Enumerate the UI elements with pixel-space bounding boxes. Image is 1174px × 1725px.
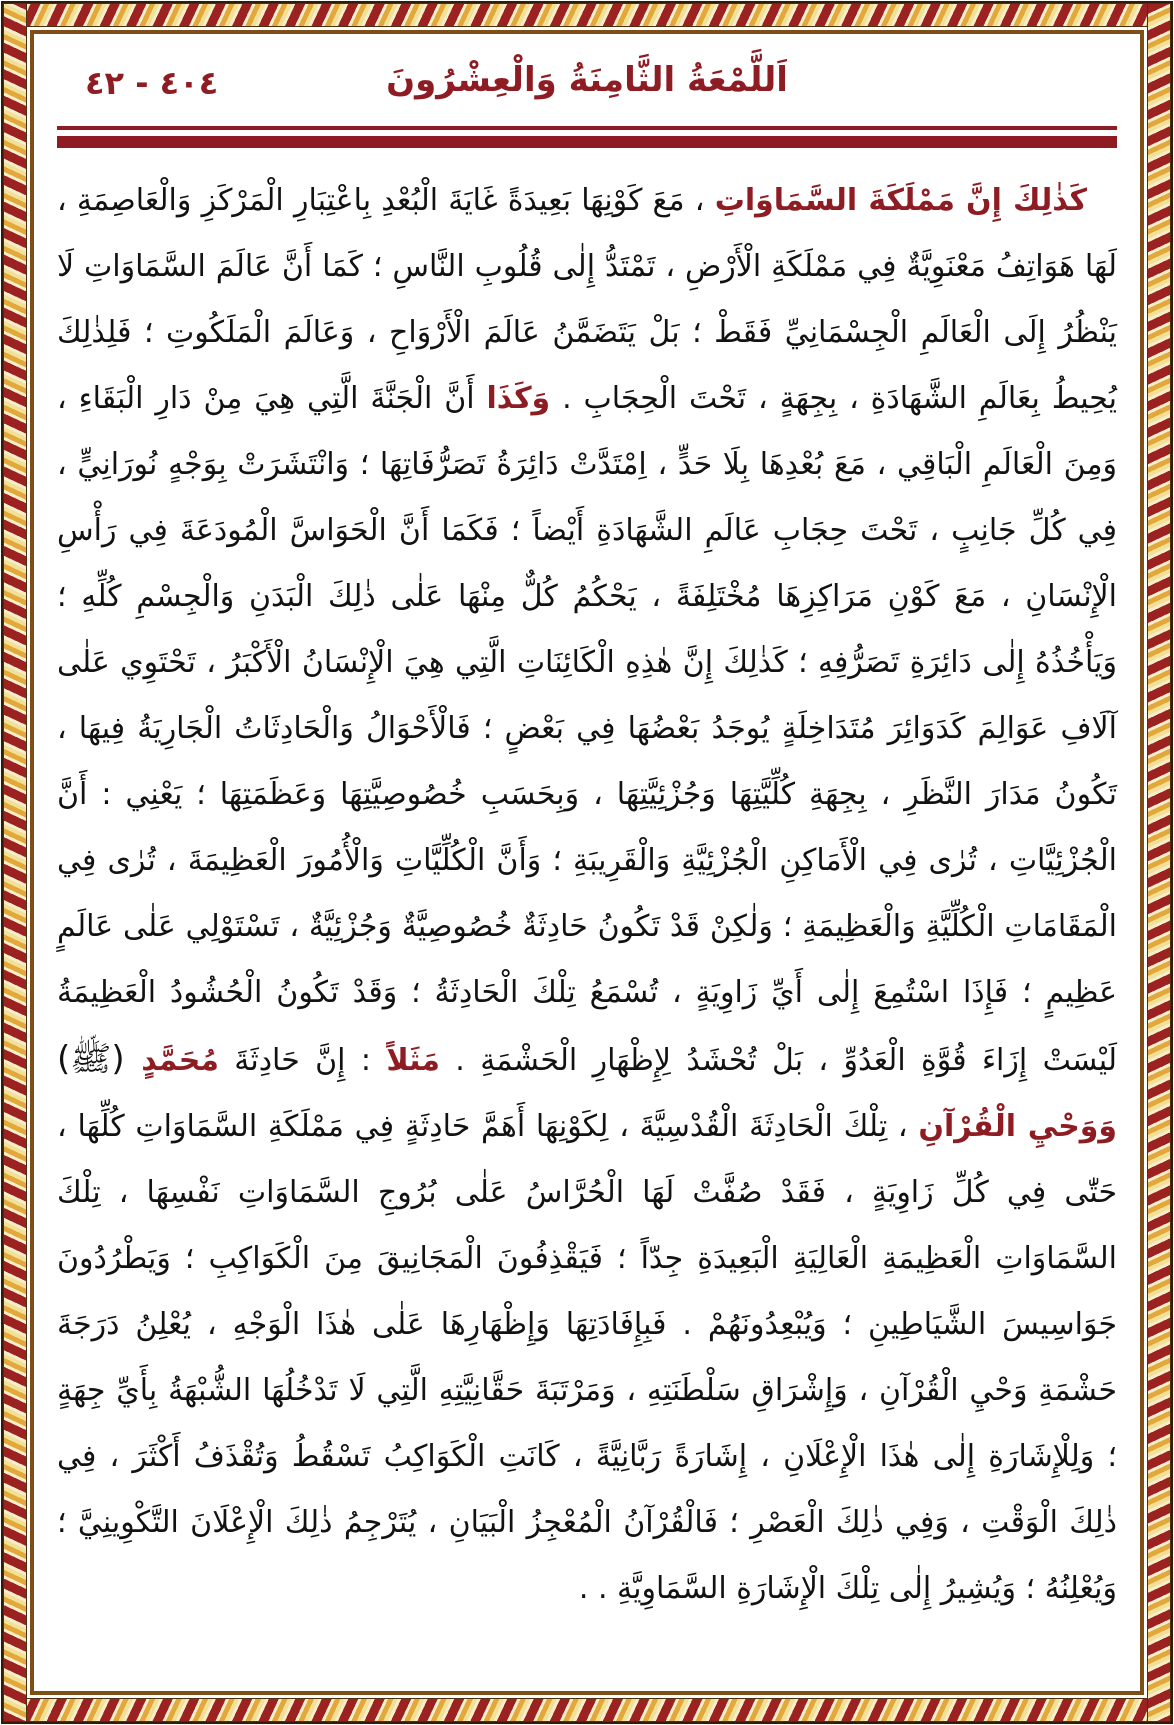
body-text-run: : إِنَّ حَادِثَةَ [218, 1043, 387, 1078]
body-paragraph [57, 168, 1117, 1622]
prophet-salutation-stamp: (ﷺ) [57, 1039, 142, 1079]
chain-border-left [3, 3, 27, 1722]
highlight-phrase: مُحَمَّدٍ [141, 1043, 219, 1078]
highlight-phrase: وَكَذَا [486, 381, 551, 416]
body-text-run: أَنَّ الْجَنَّةَ الَّتِي هِيَ مِنْ دَارِ الْبَقَاءِ ، وَمِنَ الْعَالَمِ الْبَاقِي ، مَعَ بُعْدِهَا بِلَا حَدٍّ ، اِمْتَدَّتْ دَائِرَةُ تَصَرُّفَاتِهَا ؛ وَانْتَشَرَتْ بِوَجْهٍ نُورَانِيٍّ ، فِي كُلِّ جَانِبٍ ، تَحْتَ حِجَابِ عَالَمِ الشَّهَادَةِ أَيْضاً ؛ فَكَمَا أَنَّ الْحَوَاسَّ الْمُودَعَةَ فِي رَأْسِ الْإِنْسَانِ ، مَعَ كَوْنِ مَرَاكِزِهَا مُخْتَلِفَةً ، يَحْكُمُ كُلٌّ مِنْهَا عَلٰى ذٰلِكَ الْبَدَنِ وَالْجِسْمِ كُلِّهِ ؛ وَيَأْخُذُهُ إِلٰى دَائِرَةِ تَصَرُّفِهِ ؛ كَذٰلِكَ إِنَّ هٰذِهِ الْكَائِنَاتِ الَّتِي هِيَ الْإِنْسَانُ الْأَكْبَرُ ، تَحْتَوِي عَلٰى آلَافِ عَوَالِمَ كَدَوَائِرَ مُتَدَاخِلَةٍ يُوجَدُ بَعْضُهَا فِي بَعْضٍ ؛ فَالْأَحْوَالُ وَالْحَادِثَاتُ الْجَارِيَةُ فِيهَا ، تَكُونُ مَدَارَ النَّظَرِ ، بِجِهَةِ كُلِّيَّتِهَا وَجُزْئِيَّتِهَا ، وَبِحَسَبِ خُصُوصِيَّتِهَا وَعَظَمَتِهَا ؛ يَعْنِي : أَنَّ الْجُزْئِيَّاتِ ، تُرٰى فِي الْأَمَاكِنِ الْجُزْئِيَّةِ وَالْقَرِيبَةِ ؛ وَأَنَّ الْكُلِّيَّاتِ وَالْأُمُورَ الْعَظِيمَةَ ، تُرٰى فِي الْمَقَامَاتِ الْكُلِّيَّةِ وَالْعَظِيمَةِ ؛ وَلٰكِنْ قَدْ تَكُونُ حَادِثَةٌ خُصُوصِيَّةٌ وَجُزْئِيَّةٌ ، تَسْتَوْلِي عَلٰى عَالَمٍ عَظِيمٍ ؛ فَإِذَا اسْتُمِعَ إِلٰى أَيِّ زَاوِيَةٍ ، تُسْمَعُ تِلْكَ الْحَادِثَةُ ؛ وَقَدْ تَكُونُ الْحُشُودُ الْعَظِيمَةُ لَيْسَتْ إِزَاءَ قُوَّةِ الْعَدُوِّ ، بَلْ تُحْشَدُ لِإِظْهَارِ الْحَشْمَةِ . [57, 381, 1117, 1078]
chain-border-bottom [3, 1698, 1171, 1722]
chain-border-right [1147, 3, 1171, 1722]
highlight-phrase: وَوَحْيِ الْقُرْآنِ [918, 1109, 1118, 1144]
page-title: اَللَّمْعَةُ الثَّامِنَةُ وَالْعِشْرُونَ [386, 60, 788, 100]
header-double-rule [57, 126, 1117, 148]
highlight-phrase: مَثَلاً [386, 1043, 440, 1078]
page-header [57, 42, 1117, 120]
page-content [57, 42, 1117, 1679]
chain-border-top [3, 3, 1171, 27]
page-number: ٤٠٤ - ٤٢ [85, 64, 219, 102]
highlight-phrase: كَذٰلِكَ إِنَّ مَمْلَكَةَ السَّمَاوَاتِ [714, 183, 1087, 218]
body-text-run: ، تِلْكَ الْحَادِثَةَ الْقُدْسِيَّةَ ، لِكَوْنِهَا أَهَمَّ حَادِثَةٍ فِي مَمْلَكَةِ السَّمَاوَاتِ كُلِّهَا ، حَتّٰى فِي كُلِّ زَاوِيَةٍ ، فَقَدْ صُفَّتْ لَهَا الْحُرَّاسُ عَلٰى بُرُوجِ السَّمَاوَاتِ نَفْسِهَا ، تِلْكَ السَّمَاوَاتِ الْعَظِيمَةِ الْعَالِيَةِ الْبَعِيدَةِ جِدّاً ؛ فَيَقْذِفُونَ الْمَجَانِيقَ مِنَ الْكَوَاكِبِ ؛ وَيَطْرُدُونَ جَوَاسِيسَ الشَّيَاطِينِ ؛ وَيُبْعِدُونَهُمْ . فَبِإِفَادَتِهَا وَإِظْهَارِهَا عَلٰى هٰذَا الْوَجْهِ ، يُعْلِنُ دَرَجَةَ حَشْمَةِ وَحْيِ الْقُرْآنِ ، وَإِشْرَاقِ سَلْطَنَتِهِ ، وَمَرْتَبَةَ حَقَّانِيَّتِهِ الَّتِي لَا تَدْخُلُهَا الشُّبْهَةُ بِأَيِّ جِهَةٍ ؛ وَلِلْإِشَارَةِ إِلٰى هٰذَا الْإِعْلَانِ ، إِشَارَةً رَبَّانِيَّةً ، كَانَتِ الْكَوَاكِبُ تَسْقُطُ وَتُقْذَفُ أَكْثَرَ ، فِي ذٰلِكَ الْوَقْتِ ، وَفِي ذٰلِكَ الْعَصْرِ ؛ فَالْقُرْآنُ الْمُعْجِزُ الْبَيَانِ ، يُتَرْجِمُ ذٰلِكَ الْإِعْلَانَ التَّكْوِينِيَّ ؛ وَيُعْلِنُهُ ؛ وَيُشِيرُ إِلٰى تِلْكَ الْإِشَارَةِ السَّمَاوِيَّةِ . . [57, 1109, 1117, 1606]
body-text-run: ، مَعَ كَوْنِهَا بَعِيدَةً غَايَةَ الْبُعْدِ بِاعْتِبَارِ الْمَرْكَزِ وَالْعَاصِمَةِ ، لَهَا هَوَاتِفُ مَعْنَوِيَّةٌ فِي مَمْلَكَةِ الْأَرْضِ ، تَمْتَدُّ إِلٰى قُلُوبِ النَّاسِ ؛ كَمَا أَنَّ عَالَمَ السَّمَاوَاتِ لَا يَنْظُرُ إِلَى الْعَالَمِ الْجِسْمَانِيِّ فَقَطْ ؛ بَلْ يَتَضَمَّنُ عَالَمَ الْأَرْوَاحِ ، وَعَالَمَ الْمَلَكُوتِ ؛ فَلِذٰلِكَ يُحِيطُ بِعَالَمِ الشَّهَادَةِ ، بِجِهَةٍ ، تَحْتَ الْحِجَابِ . [57, 183, 1117, 416]
